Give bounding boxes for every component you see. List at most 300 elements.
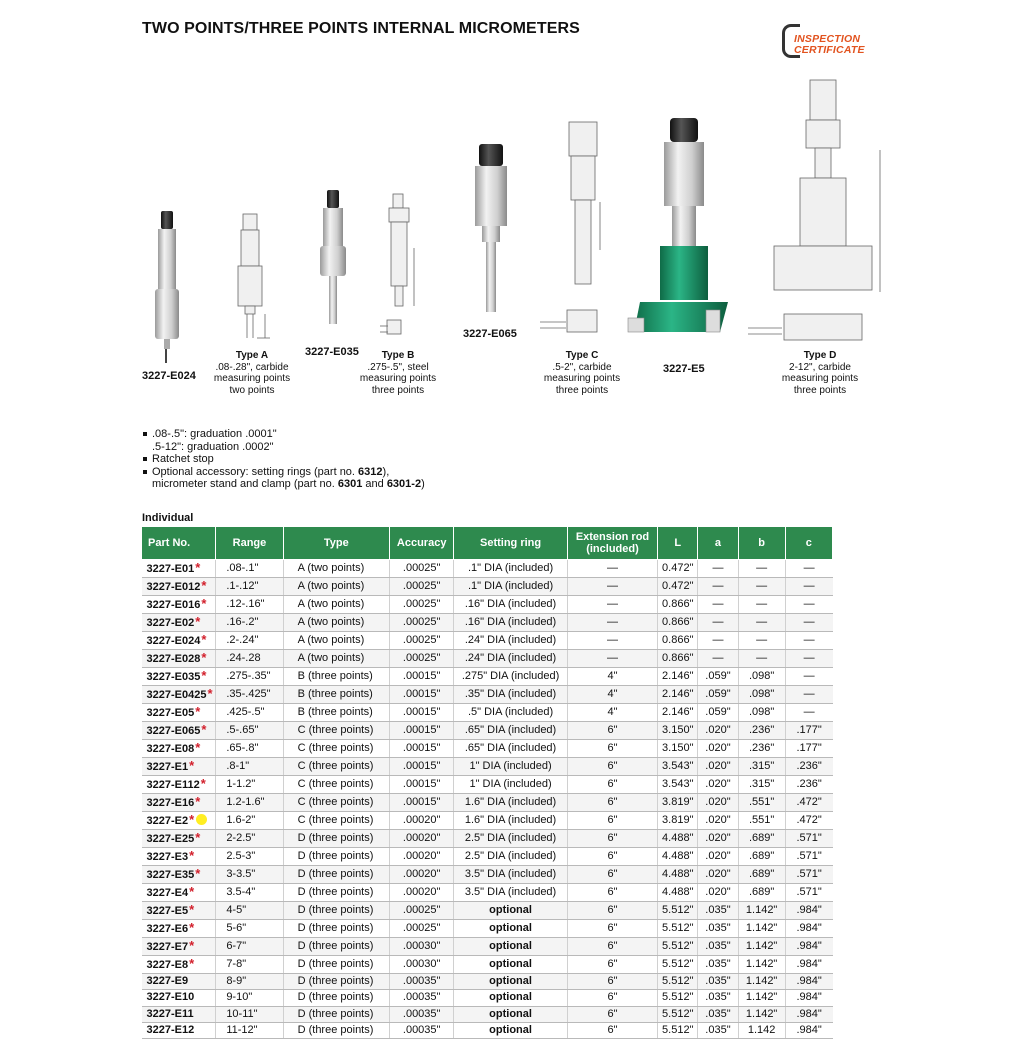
type-d-line1: 2-12", carbide (789, 361, 851, 373)
cell-a: .059" (698, 704, 738, 722)
table-row (142, 614, 833, 632)
cell-type: A (two points) (283, 650, 389, 668)
cell-c: — (785, 578, 832, 596)
cell-acc: .00025" (390, 632, 454, 650)
cell-b: — (738, 596, 785, 614)
part-number: 3227-E25 (146, 833, 195, 845)
feature-accessory-c: ), (382, 465, 390, 478)
cell-L: 2.146" (658, 668, 698, 686)
part-number: 3227-E065 (146, 725, 201, 737)
table-row (142, 1006, 833, 1022)
cell-b: 1.142" (738, 920, 785, 938)
cell-c: .984" (785, 1006, 832, 1022)
cell-part (142, 920, 216, 938)
cell-a: — (698, 560, 738, 578)
cell-b: .098" (738, 686, 785, 704)
cell-acc: .00035" (390, 990, 454, 1006)
table-row (142, 1022, 833, 1038)
cell-c: .984" (785, 938, 832, 956)
cell-type: D (three points) (283, 1006, 389, 1022)
cell-b: .236" (738, 722, 785, 740)
type-a-line3: two points (229, 384, 275, 396)
cell-a: .035" (698, 990, 738, 1006)
cell-range: 9-10" (216, 990, 283, 1006)
cell-ring: optional (454, 990, 567, 1006)
cell-L: 5.512" (658, 902, 698, 920)
cell-b: .098" (738, 704, 785, 722)
header-ext-line1: Extension rod (575, 531, 650, 543)
cell-ring: optional (454, 1006, 567, 1022)
cell-range: 1.2-1.6" (216, 794, 283, 812)
cell-part (142, 650, 216, 668)
cell-part (142, 866, 216, 884)
feature-graduation-cont (143, 441, 425, 454)
part-number: 3227-E12 (146, 1024, 195, 1037)
cell-a: .035" (698, 902, 738, 920)
cell-ext: 6" (567, 920, 657, 938)
part-number: 3227-E11 (146, 1007, 194, 1020)
cell-ring: 3.5" DIA (included) (454, 884, 567, 902)
table-row (142, 938, 833, 956)
cell-type: C (three points) (283, 740, 389, 758)
cell-type: A (two points) (283, 596, 389, 614)
cell-range: 6-7" (216, 938, 283, 956)
table-row (142, 884, 833, 902)
cell-ext: — (567, 560, 657, 578)
cell-ring: .1" DIA (included) (454, 560, 567, 578)
cell-part (142, 830, 216, 848)
cell-ext: 6" (567, 740, 657, 758)
type-c-drawing (540, 122, 600, 332)
cell-L: 4.488" (658, 866, 698, 884)
cell-type: C (three points) (283, 776, 389, 794)
cell-ring: .24" DIA (included) (454, 650, 567, 668)
cell-range: 7-8" (216, 956, 283, 974)
cell-a: .035" (698, 1022, 738, 1038)
cell-part (142, 848, 216, 866)
cell-b: 1.142" (738, 956, 785, 974)
cell-ext: 6" (567, 848, 657, 866)
cell-ext: — (567, 578, 657, 596)
cell-range: .5-.65" (216, 722, 283, 740)
asterisk-icon: * (207, 686, 213, 701)
header-a: a (698, 527, 738, 560)
asterisk-icon: * (189, 920, 195, 935)
part-number: 3227-E10 (146, 991, 195, 1004)
cell-b: .551" (738, 812, 785, 830)
cell-a: .035" (698, 956, 738, 974)
cell-acc: .00025" (390, 920, 454, 938)
cell-a: — (698, 614, 738, 632)
cell-range: .24-.28 (216, 650, 283, 668)
asterisk-icon: * (195, 830, 201, 845)
asterisk-icon: * (201, 596, 207, 611)
cell-ext: 6" (567, 1022, 657, 1038)
cell-L: 3.819" (658, 794, 698, 812)
cell-b: .098" (738, 668, 785, 686)
cell-a: .035" (698, 974, 738, 990)
cell-part (142, 776, 216, 794)
cell-c: .472" (785, 794, 832, 812)
part-number: 3227-E7 (146, 941, 189, 953)
cell-c: .236" (785, 776, 832, 794)
label-3227-e024: 3227-E024 (142, 370, 196, 382)
cell-b: .689" (738, 866, 785, 884)
asterisk-icon: * (201, 578, 207, 593)
cell-acc: .00020" (390, 830, 454, 848)
cell-ext: 6" (567, 758, 657, 776)
table-row (142, 902, 833, 920)
part-number: 3227-E024 (146, 635, 201, 647)
cell-L: 4.488" (658, 848, 698, 866)
cell-ext: 6" (567, 1006, 657, 1022)
cell-ext: 6" (567, 776, 657, 794)
cell-ext: 6" (567, 902, 657, 920)
cell-c: .571" (785, 866, 832, 884)
table-row (142, 758, 833, 776)
cell-acc: .00030" (390, 956, 454, 974)
header-setting-ring: Setting ring (454, 527, 567, 560)
cell-acc: .00015" (390, 776, 454, 794)
cell-a: — (698, 650, 738, 668)
cell-range: .16-.2" (216, 614, 283, 632)
type-b-drawing (380, 194, 414, 334)
cell-part (142, 722, 216, 740)
cell-c: — (785, 596, 832, 614)
cell-acc: .00015" (390, 740, 454, 758)
part-number: 3227-E9 (146, 975, 189, 988)
cell-ext: 6" (567, 884, 657, 902)
cell-acc: .00015" (390, 668, 454, 686)
cell-a: .020" (698, 776, 738, 794)
part-number: 3227-E08 (146, 743, 195, 755)
cell-type: B (three points) (283, 686, 389, 704)
table-header-row (142, 527, 833, 560)
cell-type: C (three points) (283, 794, 389, 812)
cell-type: C (three points) (283, 758, 389, 776)
cell-part (142, 758, 216, 776)
cell-ext: 6" (567, 866, 657, 884)
asterisk-icon: * (195, 740, 201, 755)
cell-ring: 1" DIA (included) (454, 776, 567, 794)
cell-c: .236" (785, 758, 832, 776)
cell-acc: .00015" (390, 704, 454, 722)
cell-ring: optional (454, 974, 567, 990)
cell-range: 3.5-4" (216, 884, 283, 902)
asterisk-icon: * (189, 812, 195, 827)
table-row (142, 848, 833, 866)
asterisk-icon: * (201, 722, 207, 737)
asterisk-icon: * (195, 866, 201, 881)
cell-part (142, 632, 216, 650)
part-6301: 6301 (337, 478, 363, 490)
cell-range: 5-6" (216, 920, 283, 938)
asterisk-icon: * (189, 884, 195, 899)
cell-b: — (738, 560, 785, 578)
cell-L: 0.866" (658, 596, 698, 614)
cell-a: .020" (698, 812, 738, 830)
cell-part (142, 686, 216, 704)
cell-b: .689" (738, 884, 785, 902)
header-c: c (785, 527, 832, 560)
cell-L: 5.512" (658, 920, 698, 938)
cell-L: 3.150" (658, 740, 698, 758)
part-number: 3227-E8 (146, 959, 189, 971)
cell-ext: 6" (567, 990, 657, 1006)
cell-c: — (785, 668, 832, 686)
cell-part (142, 902, 216, 920)
cell-type: D (three points) (283, 884, 389, 902)
asterisk-icon: * (189, 938, 195, 953)
cell-c: .984" (785, 956, 832, 974)
cell-part (142, 560, 216, 578)
cell-c: .571" (785, 884, 832, 902)
cell-ring: .24" DIA (included) (454, 632, 567, 650)
cell-L: 4.488" (658, 830, 698, 848)
cell-range: 2-2.5" (216, 830, 283, 848)
cell-ring: optional (454, 902, 567, 920)
type-a-line2: measuring points (213, 373, 291, 384)
cell-ring: .1" DIA (included) (454, 578, 567, 596)
cell-acc: .00025" (390, 596, 454, 614)
header-type: Type (283, 527, 389, 560)
cell-part (142, 614, 216, 632)
cell-acc: .00020" (390, 812, 454, 830)
type-c-line1: .5-2", carbide (552, 361, 612, 373)
feature-stand-c: and (362, 478, 387, 490)
cell-ext: 6" (567, 722, 657, 740)
asterisk-icon: * (189, 848, 195, 863)
cell-ext: — (567, 650, 657, 668)
cell-ring: 2.5" DIA (included) (454, 848, 567, 866)
type-a-drawing (238, 214, 270, 338)
cell-part (142, 740, 216, 758)
cell-range: .65-.8" (216, 740, 283, 758)
cell-part (142, 704, 216, 722)
cell-range: 4-5" (216, 902, 283, 920)
cell-type: D (three points) (283, 990, 389, 1006)
label-3227-e065: 3227-E065 (463, 328, 517, 340)
cell-acc: .00035" (390, 974, 454, 990)
cell-type: D (three points) (283, 902, 389, 920)
asterisk-icon: * (195, 794, 201, 809)
cell-a: .020" (698, 848, 738, 866)
header-b: b (738, 527, 785, 560)
certificate-icon (782, 24, 884, 58)
asterisk-icon: * (195, 704, 201, 719)
cell-L: 2.146" (658, 704, 698, 722)
cell-type: D (three points) (283, 830, 389, 848)
cell-acc: .00020" (390, 866, 454, 884)
cell-type: D (three points) (283, 1022, 389, 1038)
cell-a: .059" (698, 686, 738, 704)
cell-acc: .00015" (390, 686, 454, 704)
part-number: 3227-E035 (146, 671, 201, 683)
cell-part (142, 938, 216, 956)
cell-a: .059" (698, 668, 738, 686)
cell-part (142, 794, 216, 812)
cell-b: — (738, 614, 785, 632)
asterisk-icon: * (189, 902, 195, 917)
cell-part (142, 990, 216, 1006)
highlight-dot-icon (196, 814, 207, 825)
type-d-name: Type D (803, 350, 837, 361)
cell-L: 0.866" (658, 632, 698, 650)
asterisk-icon: * (201, 668, 207, 683)
cell-b: .689" (738, 848, 785, 866)
cell-a: .020" (698, 740, 738, 758)
cell-c: .177" (785, 740, 832, 758)
cell-L: 2.146" (658, 686, 698, 704)
micrometer-e5-image (628, 118, 728, 332)
cell-acc: .00035" (390, 1022, 454, 1038)
cell-ring: .16" DIA (included) (454, 596, 567, 614)
cell-L: 3.543" (658, 776, 698, 794)
cell-b: — (738, 650, 785, 668)
part-number: 3227-E16 (146, 797, 195, 809)
cell-a: .020" (698, 722, 738, 740)
cell-acc: .00025" (390, 650, 454, 668)
cell-b: 1.142" (738, 902, 785, 920)
table-row (142, 920, 833, 938)
part-number: 3227-E1 (146, 761, 189, 773)
cell-ext: — (567, 632, 657, 650)
type-d-caption (782, 350, 858, 396)
part-number: 3227-E35 (146, 869, 195, 881)
type-c-caption (544, 350, 620, 396)
cell-acc: .00025" (390, 902, 454, 920)
cell-range: 2.5-3" (216, 848, 283, 866)
cell-ext: 6" (567, 812, 657, 830)
feature-list (143, 428, 425, 491)
micrometer-e065-image (475, 144, 507, 312)
cell-ring: .65" DIA (included) (454, 740, 567, 758)
cell-type: C (three points) (283, 812, 389, 830)
table-row (142, 704, 833, 722)
cell-range: .2-.24" (216, 632, 283, 650)
cell-b: .315" (738, 758, 785, 776)
table-row (142, 794, 833, 812)
feature-stand-a: micrometer stand and clamp (part no. (152, 478, 338, 490)
cell-range: 8-9" (216, 974, 283, 990)
badge-line-2: CERTIFICATE (794, 44, 865, 56)
cell-ext: 6" (567, 794, 657, 812)
cell-ring: optional (454, 1022, 567, 1038)
table-row (142, 974, 833, 990)
part-6312: 6312 (358, 465, 383, 478)
cell-ring: 1.6" DIA (included) (454, 812, 567, 830)
micrometer-drawings (0, 70, 1024, 410)
cell-b: .236" (738, 740, 785, 758)
cell-type: A (two points) (283, 578, 389, 596)
table-row (142, 632, 833, 650)
cell-ext: 6" (567, 956, 657, 974)
cell-L: 0.472" (658, 578, 698, 596)
cell-range: .8-1" (216, 758, 283, 776)
type-c-name: Type C (565, 350, 599, 361)
cell-type: D (three points) (283, 974, 389, 990)
cell-c: .571" (785, 848, 832, 866)
table-row (142, 956, 833, 974)
cell-b: .315" (738, 776, 785, 794)
cell-L: 4.488" (658, 884, 698, 902)
cell-type: D (three points) (283, 920, 389, 938)
feature-graduation (143, 428, 425, 441)
cell-acc: .00015" (390, 758, 454, 776)
cell-type: A (two points) (283, 614, 389, 632)
table-body (142, 560, 833, 1039)
cell-c: — (785, 704, 832, 722)
cell-a: .035" (698, 938, 738, 956)
cell-ext: 4" (567, 704, 657, 722)
type-b-line3: three points (371, 384, 425, 396)
part-number: 3227-E6 (146, 923, 189, 935)
cell-b: 1.142 (738, 1022, 785, 1038)
page-title: TWO POINTS/THREE POINTS INTERNAL MICROMETERS (142, 20, 580, 37)
cell-ring: optional (454, 938, 567, 956)
cell-L: 5.512" (658, 1006, 698, 1022)
type-b-line1: .275-.5", steel (367, 361, 429, 373)
type-d-drawing (748, 80, 880, 340)
cell-c: .984" (785, 990, 832, 1006)
cell-a: .020" (698, 884, 738, 902)
cell-acc: .00035" (390, 1006, 454, 1022)
header-extension-rod (567, 527, 657, 560)
table-row (142, 776, 833, 794)
header-accuracy: Accuracy (390, 527, 454, 560)
cell-type: A (two points) (283, 560, 389, 578)
cell-b: 1.142" (738, 974, 785, 990)
asterisk-icon: * (201, 650, 207, 665)
table-row (142, 866, 833, 884)
cell-ext: 4" (567, 668, 657, 686)
table-row (142, 668, 833, 686)
cell-c: .984" (785, 1022, 832, 1038)
cell-L: 3.150" (658, 722, 698, 740)
table-row (142, 578, 833, 596)
cell-part (142, 974, 216, 990)
cell-b: .689" (738, 830, 785, 848)
cell-acc: .00030" (390, 938, 454, 956)
part-number: 3227-E112 (146, 779, 200, 791)
badge-line-1: INSPECTION (794, 33, 861, 45)
cell-type: D (three points) (283, 956, 389, 974)
cell-c: — (785, 632, 832, 650)
product-illustrations (0, 70, 1024, 410)
cell-b: 1.142" (738, 1006, 785, 1022)
type-b-line2: measuring points (359, 373, 437, 384)
section-individual: Individual (142, 512, 194, 524)
part-number: 3227-E012 (146, 581, 201, 593)
cell-c: — (785, 650, 832, 668)
feature-accessory (143, 466, 425, 479)
table-row (142, 722, 833, 740)
cell-ring: 3.5" DIA (included) (454, 866, 567, 884)
feature-stand-e: ) (421, 478, 425, 490)
type-c-line3: three points (555, 384, 609, 396)
asterisk-icon: * (195, 560, 201, 575)
part-number: 3227-E01 (146, 563, 195, 575)
table-row (142, 560, 833, 578)
cell-part (142, 812, 216, 830)
cell-a: — (698, 596, 738, 614)
cell-part (142, 596, 216, 614)
cell-ext: — (567, 614, 657, 632)
cell-c: .984" (785, 974, 832, 990)
part-number: 3227-E0425 (146, 689, 207, 701)
header-ext-line2: (included) (586, 543, 639, 555)
part-number: 3227-E5 (146, 905, 189, 917)
